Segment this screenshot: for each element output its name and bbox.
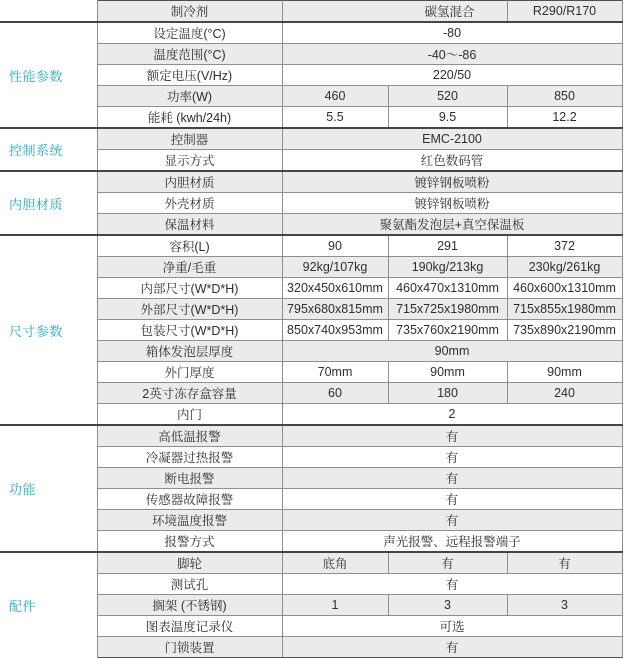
value-cell: 3 xyxy=(507,595,622,616)
value-cell: 有 xyxy=(282,637,622,658)
param-name-cell: 高低温报警 xyxy=(97,425,282,447)
param-name-cell: 外部尺寸(W*D*H) xyxy=(97,299,282,320)
value-cell: 92kg/107kg xyxy=(282,257,388,278)
category-cell-dimensions: 尺寸参数 xyxy=(0,235,97,425)
param-name-cell: 传感器故障报警 xyxy=(97,489,282,510)
value-cell: -80 xyxy=(282,22,622,44)
category-cell-control: 控制系统 xyxy=(0,128,97,171)
value-cell: 372 xyxy=(507,235,622,257)
param-name-cell: 控制器 xyxy=(97,128,282,150)
param-name-cell: 箱体发泡层厚度 xyxy=(97,341,282,362)
param-name-cell: 图表温度记录仪 xyxy=(97,616,282,637)
value-cell: 460 xyxy=(282,86,388,107)
value-cell: 有 xyxy=(507,552,622,574)
table-row xyxy=(0,128,622,150)
value-cell: 有 xyxy=(282,510,622,531)
value-cell: 2 xyxy=(282,404,622,426)
value-cell: 底角 xyxy=(282,552,388,574)
param-name-cell: 额定电压(V/Hz) xyxy=(97,65,282,86)
param-name-cell: 报警方式 xyxy=(97,531,282,553)
value-cell: EMC-2100 xyxy=(282,128,622,150)
category-cell-performance: 性能参数 xyxy=(0,22,97,128)
table-row xyxy=(0,425,622,447)
value-cell: R290/R170 xyxy=(507,1,622,23)
value-cell: 60 xyxy=(282,383,388,404)
param-name-cell: 保温材料 xyxy=(97,214,282,236)
value-cell: 220/50 xyxy=(282,65,622,86)
value-cell: 90mm xyxy=(282,341,622,362)
param-name-cell: 环境温度报警 xyxy=(97,510,282,531)
value-cell: 850x740x953mm xyxy=(282,320,388,341)
param-name-cell: 显示方式 xyxy=(97,150,282,172)
value-cell: 聚氨酯发泡层+真空保温板 xyxy=(282,214,622,236)
param-name-cell: 包装尺寸(W*D*H) xyxy=(97,320,282,341)
value-cell: 声光报警、远程报警端子 xyxy=(282,531,622,553)
value-cell: 红色数码管 xyxy=(282,150,622,172)
param-name-cell: 搁架 (不锈钢) xyxy=(97,595,282,616)
value-cell: 有 xyxy=(282,489,622,510)
param-name-cell: 净重/毛重 xyxy=(97,257,282,278)
table-row xyxy=(0,1,622,23)
value-cell: 12.2 xyxy=(507,107,622,129)
value-cell: 9.5 xyxy=(388,107,507,129)
param-name-cell: 门锁装置 xyxy=(97,637,282,658)
value-cell: 有 xyxy=(282,425,622,447)
value-cell: 460x600x1310mm xyxy=(507,278,622,299)
category-cell-blank xyxy=(0,1,97,23)
value-cell: 3 xyxy=(388,595,507,616)
value-cell: 180 xyxy=(388,383,507,404)
category-cell-liner: 内胆材质 xyxy=(0,171,97,235)
value-cell: 320x450x610mm xyxy=(282,278,388,299)
table-row xyxy=(0,235,622,257)
value-cell: 850 xyxy=(507,86,622,107)
value-cell: 有 xyxy=(282,574,622,595)
value-cell: 镀锌钢板喷粉 xyxy=(282,193,622,214)
value-cell: 735x760x2190mm xyxy=(388,320,507,341)
value-cell: 70mm xyxy=(282,362,388,383)
value-cell: 520 xyxy=(388,86,507,107)
value-cell: 可选 xyxy=(282,616,622,637)
value-cell: 90mm xyxy=(507,362,622,383)
param-name-cell: 功率(W) xyxy=(97,86,282,107)
param-name-cell: 内部尺寸(W*D*H) xyxy=(97,278,282,299)
table-row xyxy=(0,171,622,193)
value-cell: 有 xyxy=(282,447,622,468)
value-cell: 5.5 xyxy=(282,107,388,129)
param-name-cell: 内门 xyxy=(97,404,282,426)
param-name-cell: 外门厚度 xyxy=(97,362,282,383)
param-name-cell: 容积(L) xyxy=(97,235,282,257)
param-name-cell: 测试孔 xyxy=(97,574,282,595)
value-cell: 有 xyxy=(282,468,622,489)
value-cell: 240 xyxy=(507,383,622,404)
table-row xyxy=(0,22,622,44)
value-cell: 有 xyxy=(388,552,507,574)
value-cell: 90mm xyxy=(388,362,507,383)
value-cell: 735x890x2190mm xyxy=(507,320,622,341)
param-name-cell: 制冷剂 xyxy=(97,1,282,23)
value-cell: 镀锌钢板喷粉 xyxy=(282,171,622,193)
param-name-cell: 2英寸冻存盒容量 xyxy=(97,383,282,404)
param-name-cell: 冷凝器过热报警 xyxy=(97,447,282,468)
param-name-cell: 脚轮 xyxy=(97,552,282,574)
category-cell-functions: 功能 xyxy=(0,425,97,552)
param-name-cell: 内胆材质 xyxy=(97,171,282,193)
value-cell: 碳氢混合 xyxy=(282,1,507,23)
value-cell: 1 xyxy=(282,595,388,616)
param-name-cell: 外壳材质 xyxy=(97,193,282,214)
value-cell: -40～-86 xyxy=(282,44,622,65)
param-name-cell: 温度范围(°C) xyxy=(97,44,282,65)
value-cell: 715x855x1980mm xyxy=(507,299,622,320)
param-name-cell: 设定温度(°C) xyxy=(97,22,282,44)
value-cell: 715x725x1980mm xyxy=(388,299,507,320)
value-cell: 230kg/261kg xyxy=(507,257,622,278)
value-cell: 795x680x815mm xyxy=(282,299,388,320)
value-cell: 460x470x1310mm xyxy=(388,278,507,299)
param-name-cell: 断电报警 xyxy=(97,468,282,489)
value-cell: 190kg/213kg xyxy=(388,257,507,278)
param-name-cell: 能耗 (kwh/24h) xyxy=(97,107,282,129)
category-cell-accessories: 配件 xyxy=(0,552,97,658)
value-cell: 90 xyxy=(282,235,388,257)
value-cell: 291 xyxy=(388,235,507,257)
table-row xyxy=(0,552,622,574)
